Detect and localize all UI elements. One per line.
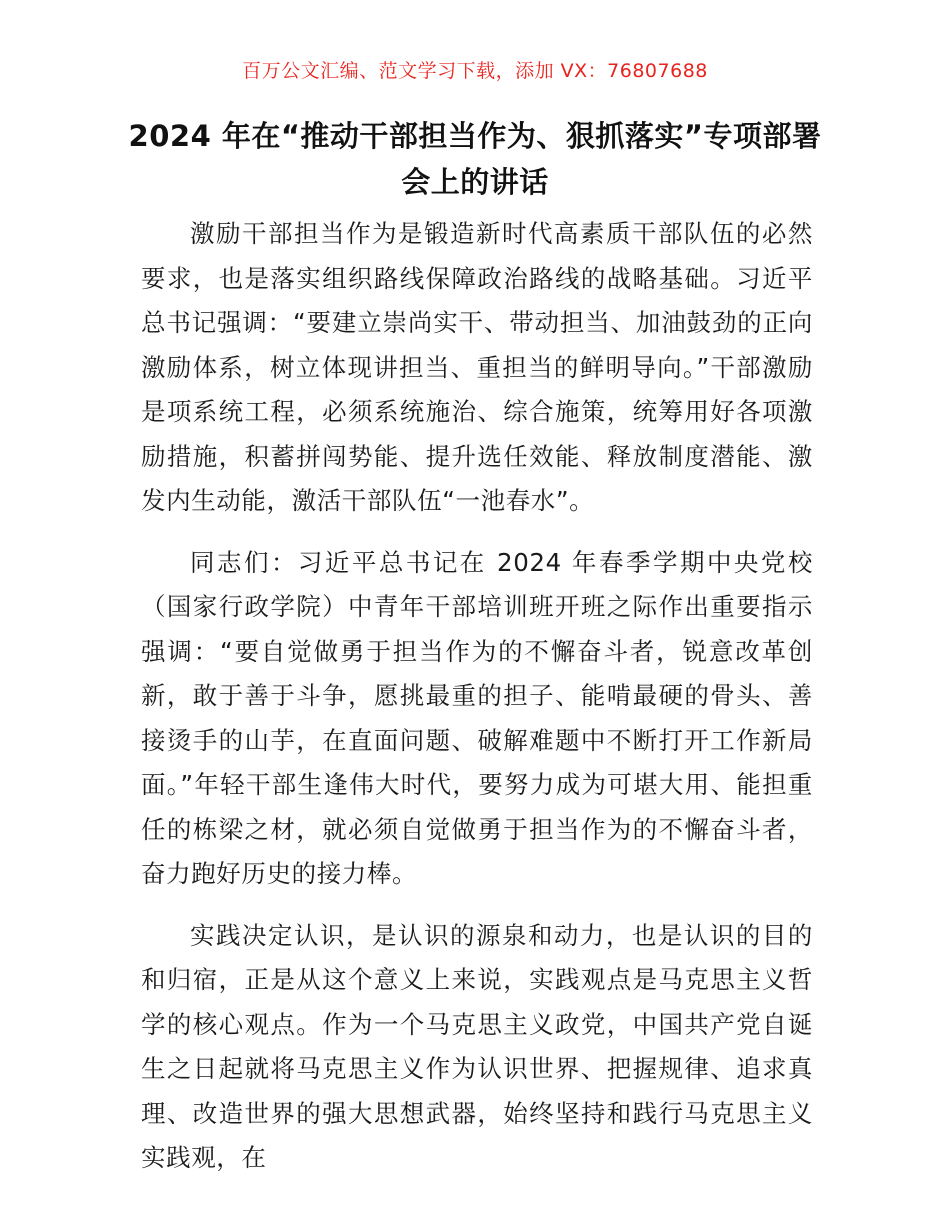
- document-body: [141, 212, 813, 1198]
- paragraph: 实践决定认识，是认识的源泉和动力，也是认识的目的和归宿，正是从这个意义上来说，实践观点是马克思主义哲学的核心观点。作为一个马克思主义政党，中国共产党自诞生之日起就将马克思主义作为认识世界、把握规律、追求真理、改造世界的强大思想武器，始终坚持和践行马克思主义实践观，在: [141, 920, 813, 1172]
- header-watermark-note: 百万公文汇编、范文学习下载，添加 VX：76807688: [242, 60, 708, 82]
- paragraph: 同志们：习近平总书记在 2024 年春季学期中央党校（国家行政学院）中青年干部培训班开班之际作出重要指示强调：“要自觉做勇于担当作为的不懈奋斗者，锐意改革创新，敢于善于斗争，愿挑最重的担子、能啃最硬的骨头、善接烫手的山芋，在直面问题、破解难题中不断打开工作新局面。”年轻干部生逢伟大时代，要努力成为可堪大用、能担重任的栋梁之材，就必须自觉做勇于担当作为的不懈奋斗者，奋力跑好历史的接力棒。: [141, 547, 813, 888]
- document-title: 2024 年在“推动干部担当作为、狠抓落实”专项部署会上的讲话: [128, 119, 822, 199]
- paragraph: 激励干部担当作为是锻造新时代高素质干部队伍的必然要求，也是落实组织路线保障政治路线的战略基础。习近平总书记强调：“要建立崇尚实干、带动担当、加油鼓劲的正向激励体系，树立体现讲担当、重担当的鲜明导向。”干部激励是项系统工程，必须系统施治、综合施策，统筹用好各项激励措施，积蓄拼闯势能、提升选任效能、释放制度潜能、激发内生动能，激活干部队伍“一池春水”。: [141, 219, 813, 515]
